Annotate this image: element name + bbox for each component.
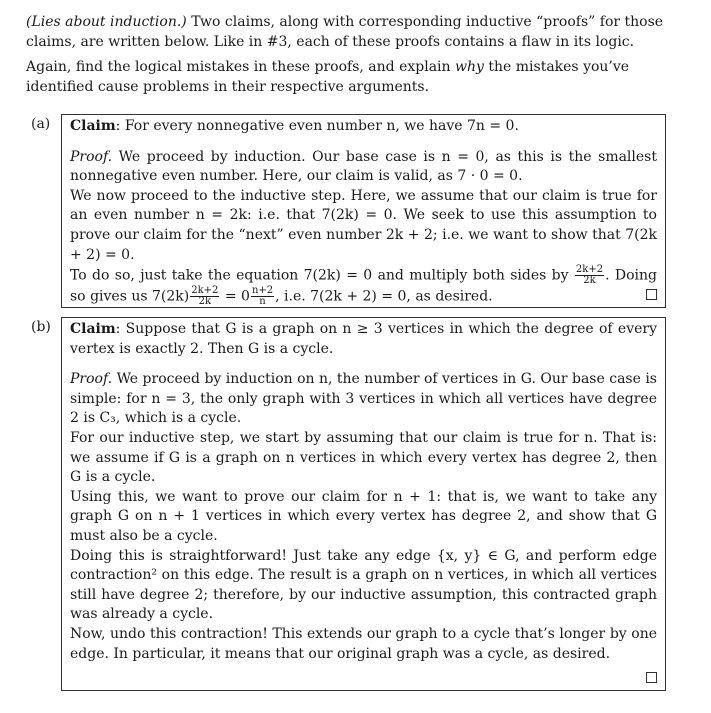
fraction bbox=[575, 265, 604, 286]
part-b-proof-4: Doing this is straightforward! Just take any edge {x, y} ∈ G, and perform edge contraction² on this edge. The result is a graph on n vertices, in which all vertices still have degree 2; therefore, by our inductive assumption, this contracted graph was already a cycle. bbox=[70, 547, 657, 623]
fraction-denominator: 2k bbox=[198, 296, 212, 308]
problem-intro bbox=[6, 13, 678, 97]
fraction-numerator: n+2 bbox=[251, 285, 274, 297]
part-a-proof-1 bbox=[70, 148, 657, 187]
qed-square-icon bbox=[646, 289, 657, 300]
claim-label: Claim bbox=[70, 321, 116, 337]
part-a-box bbox=[61, 114, 666, 308]
fraction-denominator: n bbox=[259, 296, 266, 308]
part-b-proof-5: Now, undo this contraction! This extends our graph to a cycle that’s longer by one edge. In particular, it means that our original graph was a cycle, as desired. bbox=[70, 625, 657, 662]
claim-text: : Suppose that G is a graph on n ≥ 3 vertices in which the degree of every vertex is exactly 2. Then G is a cycle. bbox=[70, 321, 657, 357]
proof-text: = 0 bbox=[220, 288, 250, 305]
proof-label: Proof. bbox=[70, 371, 113, 388]
claim-label: Claim bbox=[70, 118, 116, 134]
problem-instructions bbox=[6, 58, 678, 97]
problem-line1: Two claims, along with corresponding inductive “proofs” for those claims, are written below. Like in #3, each of these proofs contains a flaw in its logic. bbox=[26, 14, 664, 50]
proof-text: We proceed by induction. Our base case is n = 0, as this is the smallest nonnegative even number. Here, our claim is valid, as 7 · 0 = 0. bbox=[70, 148, 657, 185]
claim-text: : For every nonnegative even number n, we have 7n = 0. bbox=[115, 118, 519, 134]
part-a-proof-2: We now proceed to the inductive step. Here, we assume that our claim is true for an even number n = 2k: i.e. that 7(2k) = 0. We seek to use this assumption to prove our claim for the “next” even number 2k + 2; i.e. we want to show that 7(2k + 2) = 0. bbox=[70, 187, 657, 263]
part-a-claim bbox=[70, 117, 657, 137]
fraction-denominator: 2k bbox=[583, 275, 596, 287]
part-a bbox=[31, 114, 677, 308]
instructions-text-post: the mistakes you’ve identified cause problems in their respective arguments. bbox=[26, 59, 630, 95]
fraction-numerator: 2k+2 bbox=[575, 264, 604, 276]
problem-statement bbox=[6, 13, 678, 52]
qed-square-icon bbox=[646, 672, 657, 683]
part-b-proof-1 bbox=[70, 370, 657, 429]
fraction-numerator: 2k+2 bbox=[191, 285, 219, 297]
part-b-proof-3: Using this, we want to prove our claim for n + 1: that is, we want to take any graph G on n + 1 vertices in which every vertex has degree 2, and show that G must also be a cycle. bbox=[70, 488, 657, 544]
proof-text: To do so, just take the equation 7(2k) = 0 and multiply both sides by bbox=[70, 267, 569, 284]
part-b-label: (b) bbox=[31, 319, 51, 335]
part-a-label: (a) bbox=[31, 116, 51, 132]
proof-text: , i.e. 7(2k + 2) = 0, as desired. bbox=[275, 288, 493, 305]
part-a-proof-3 bbox=[70, 265, 657, 307]
proof-text: We proceed by induction on n, the number of vertices in G. Our base case is simple: for n = 3, the only graph with 3 vertices in which all vertices have degree 2 is C₃, which is a cycle. bbox=[70, 371, 657, 427]
fraction bbox=[251, 286, 274, 307]
part-b-box bbox=[61, 317, 666, 691]
part-b-claim bbox=[70, 320, 657, 359]
part-b-proof-2: For our inductive step, we start by assuming that our claim is true for n. That is: we assume if G is a graph on n vertices in which every vertex has degree 2, then G is a cycle. bbox=[70, 429, 657, 486]
problem-number bbox=[6, 13, 26, 33]
fraction bbox=[190, 286, 219, 307]
proof-text: . Doing so gives us 7(2k) bbox=[70, 267, 657, 305]
problem-title: (Lies about induction.) bbox=[26, 14, 187, 30]
proof-label: Proof. bbox=[70, 148, 113, 165]
part-b bbox=[31, 317, 677, 691]
instructions-emphasis: why bbox=[455, 59, 484, 76]
instructions-text-pre: Again, find the logical mistakes in these proofs, and explain bbox=[26, 59, 455, 76]
